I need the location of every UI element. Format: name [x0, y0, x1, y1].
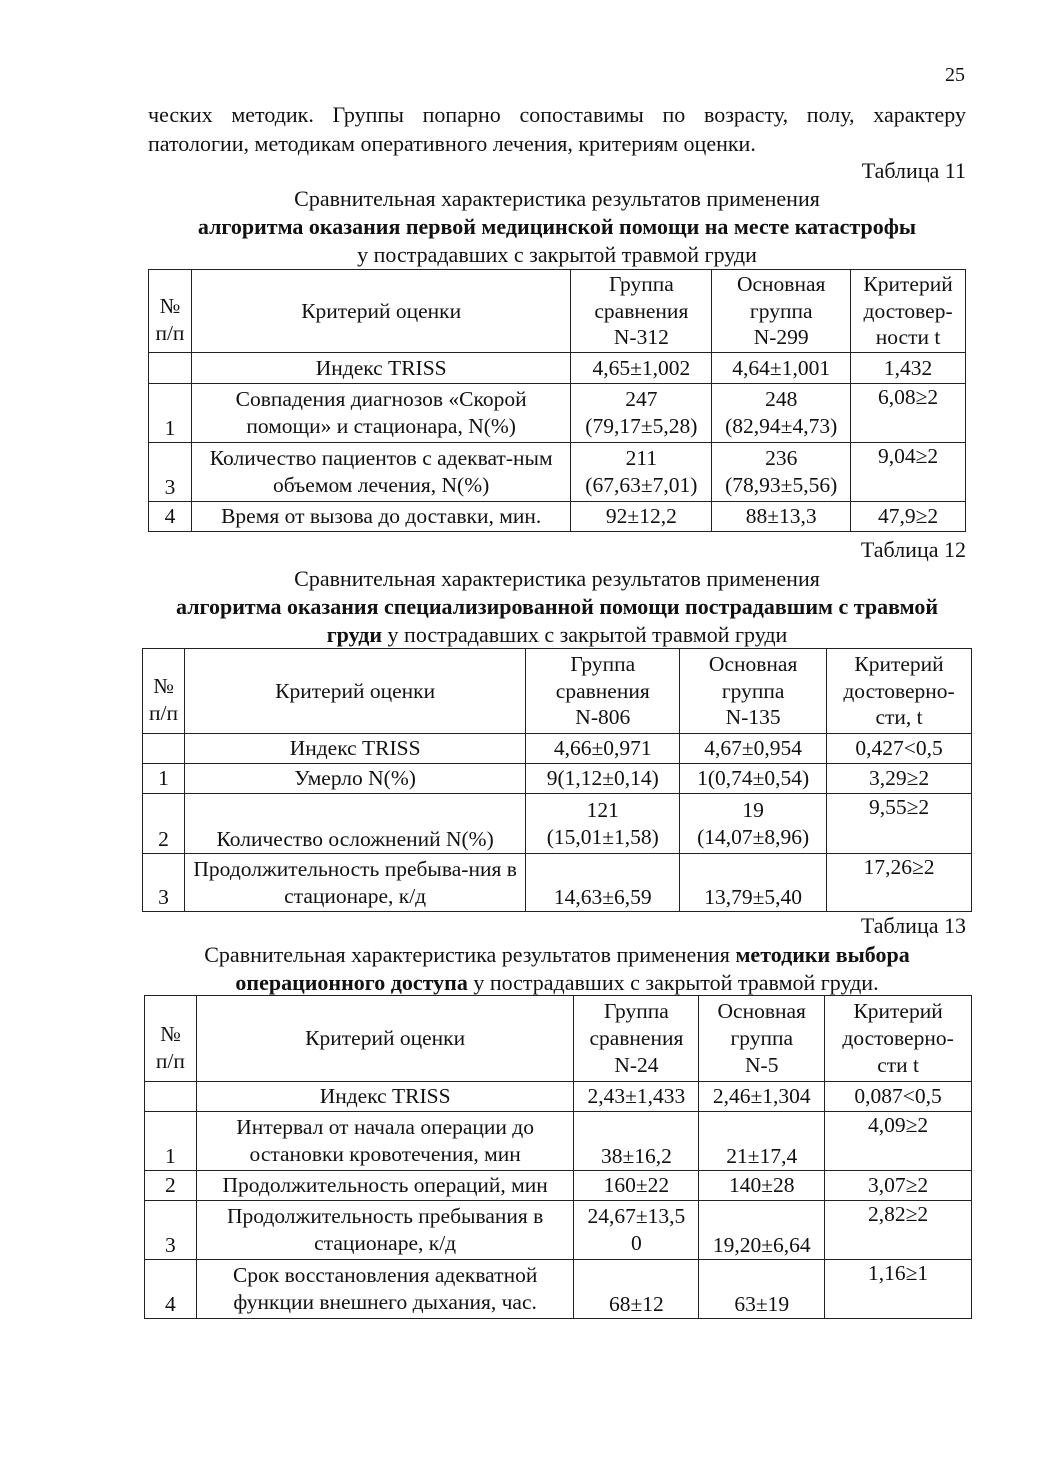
table-12-title-line1: Сравнительная характеристика результатов применения	[294, 566, 820, 591]
row-group1: 14,63±6,59	[526, 854, 680, 912]
table-row	[145, 1201, 972, 1260]
row-group1: 247 (79,17±5,28)	[571, 384, 712, 443]
table-12-title-rest: у пострадавших с закрытой травмой груди	[382, 622, 788, 648]
table-row	[145, 1260, 972, 1319]
row-group1: 24,67±13,5 0	[574, 1201, 699, 1260]
table-13-title	[150, 941, 964, 997]
header-criterion: Критерий оценки	[196, 996, 574, 1082]
row-stat: 4,09≥2	[825, 1112, 972, 1171]
table-11-caption: Таблица 11	[861, 158, 966, 183]
row-criterion: Продолжительность операций, мин	[196, 1171, 574, 1201]
header-group-comparison: Группа сравнения N-806	[526, 649, 680, 734]
page-number: 25	[945, 64, 965, 86]
row-num: 1	[143, 764, 185, 794]
table-row	[145, 1082, 972, 1112]
row-group1: 2,43±1,433	[574, 1082, 699, 1112]
table-13	[144, 995, 972, 1319]
table-row	[149, 353, 966, 384]
table-13-title-bold: методики выбора операционного доступа	[235, 942, 910, 996]
header-group-main: Основная группа N-135	[680, 649, 827, 734]
row-stat: 9,04≥2	[851, 443, 966, 502]
row-group2: 4,64±1,001	[712, 353, 851, 384]
table-12-caption: Таблица 12	[860, 537, 966, 562]
table-13-title-post: у пострадавших с закрытой травмой груди.	[467, 970, 879, 996]
row-group2: 21±17,4	[699, 1112, 825, 1171]
row-num: 4	[145, 1260, 197, 1319]
row-num: 3	[145, 1201, 197, 1260]
row-stat: 9,55≥2	[827, 794, 972, 854]
row-stat: 2,82≥2	[825, 1201, 972, 1260]
header-stat: Критерий достоверно- сти, t	[827, 649, 972, 734]
row-stat: 0,427<0,5	[827, 734, 972, 764]
table-row	[143, 764, 972, 794]
table-row	[149, 502, 966, 532]
row-group1: 4,65±1,002	[571, 353, 712, 384]
table-13-title-pre: Сравнительная характеристика результатов применения	[204, 942, 736, 967]
row-group2: 248 (82,94±4,73)	[712, 384, 851, 443]
table-row	[145, 1171, 972, 1201]
row-num	[149, 353, 192, 384]
row-group2: 63±19	[699, 1260, 825, 1319]
row-group2: 140±28	[699, 1171, 825, 1201]
row-criterion: Количество осложнений N(%)	[184, 794, 525, 854]
row-group1: 211 (67,63±7,01)	[571, 443, 712, 502]
row-num: 2	[145, 1171, 197, 1201]
table-row	[149, 443, 966, 502]
row-num: 3	[143, 854, 185, 912]
table-row	[143, 734, 972, 764]
row-stat: 1,16≥1	[825, 1260, 972, 1319]
row-group1: 4,66±0,971	[526, 734, 680, 764]
row-group2: 1(0,74±0,54)	[680, 764, 827, 794]
row-stat: 17,26≥2	[827, 854, 972, 912]
table-row	[145, 1112, 972, 1171]
row-stat: 47,9≥2	[851, 502, 966, 532]
table-row	[143, 854, 972, 912]
row-criterion: Количество пациентов с адекват-ным объемом лечения, N(%)	[191, 443, 571, 502]
row-num: 3	[149, 443, 192, 502]
row-criterion: Умерло N(%)	[184, 764, 525, 794]
table-12-title-bold: алгоритма оказания специализированной помощи пострадавшим с травмой груди	[176, 594, 938, 648]
table-12-title	[170, 565, 944, 649]
row-group1: 9(1,12±0,14)	[526, 764, 680, 794]
table-11-title-line3: у пострадавших с закрытой травмой груди	[357, 242, 757, 268]
table-11-title-line1: Сравнительная характеристика результатов применения	[294, 186, 820, 211]
row-criterion: Совпадения диагнозов «Скорой помощи» и стационара, N(%)	[191, 384, 571, 443]
header-criterion: Критерий оценки	[191, 270, 571, 353]
header-group-comparison: Группа сравнения N-312	[571, 270, 712, 353]
header-criterion: Критерий оценки	[184, 649, 525, 734]
row-num: 2	[143, 794, 185, 854]
intro-paragraph: ческих методик. Группы попарно сопоставимы по возрасту, полу, характеру патологии, методикам оперативного лечения, критериям оценки.	[148, 102, 966, 156]
row-group1: 160±22	[574, 1171, 699, 1201]
header-stat: Критерий достовер- ности t	[851, 270, 966, 353]
table-header-row	[143, 649, 972, 734]
row-num: 1	[145, 1112, 197, 1171]
row-group1: 121 (15,01±1,58)	[526, 794, 680, 854]
table-header-row	[149, 270, 966, 353]
header-group-main: Основная группа N-5	[699, 996, 825, 1082]
header-num: № п/п	[143, 649, 185, 734]
row-stat: 6,08≥2	[851, 384, 966, 443]
row-group2: 236 (78,93±5,56)	[712, 443, 851, 502]
row-criterion: Продолжительность пребыва-ния в стационаре, к/д	[184, 854, 525, 912]
row-stat: 3,29≥2	[827, 764, 972, 794]
row-num: 1	[149, 384, 192, 443]
row-criterion: Время от вызова до доставки, мин.	[191, 502, 571, 532]
table-11-title	[140, 185, 974, 269]
row-stat: 3,07≥2	[825, 1171, 972, 1201]
row-group2: 13,79±5,40	[680, 854, 827, 912]
row-criterion: Индекс TRISS	[184, 734, 525, 764]
row-criterion: Индекс TRISS	[191, 353, 571, 384]
row-num	[145, 1082, 197, 1112]
row-group1: 38±16,2	[574, 1112, 699, 1171]
table-header-row	[145, 996, 972, 1082]
table-12	[142, 648, 972, 912]
row-criterion: Индекс TRISS	[196, 1082, 574, 1112]
row-stat: 0,087<0,5	[825, 1082, 972, 1112]
table-11	[148, 269, 966, 532]
row-group1: 92±12,2	[571, 502, 712, 532]
row-num	[143, 734, 185, 764]
table-11-title-bold: алгоритма оказания первой медицинской помощи на месте катастрофы	[197, 214, 917, 240]
row-group2: 19,20±6,64	[699, 1201, 825, 1260]
row-group1: 68±12	[574, 1260, 699, 1319]
row-group2: 2,46±1,304	[699, 1082, 825, 1112]
row-num: 4	[149, 502, 192, 532]
header-num: № п/п	[149, 270, 192, 353]
header-stat: Критерий достоверно- сти t	[825, 996, 972, 1082]
row-group2: 4,67±0,954	[680, 734, 827, 764]
row-criterion: Срок восстановления адекватной функции внешнего дыхания, час.	[196, 1260, 574, 1319]
table-13-caption: Таблица 13	[860, 913, 966, 938]
row-group2: 88±13,3	[712, 502, 851, 532]
header-num: № п/п	[145, 996, 197, 1082]
table-row	[143, 794, 972, 854]
header-group-main: Основная группа N-299	[712, 270, 851, 353]
row-group2: 19 (14,07±8,96)	[680, 794, 827, 854]
header-group-comparison: Группа сравнения N-24	[574, 996, 699, 1082]
row-stat: 1,432	[851, 353, 966, 384]
row-criterion: Продолжительность пребывания в стационаре, к/д	[196, 1201, 574, 1260]
table-row	[149, 384, 966, 443]
row-criterion: Интервал от начала операции до остановки кровотечения, мин	[196, 1112, 574, 1171]
